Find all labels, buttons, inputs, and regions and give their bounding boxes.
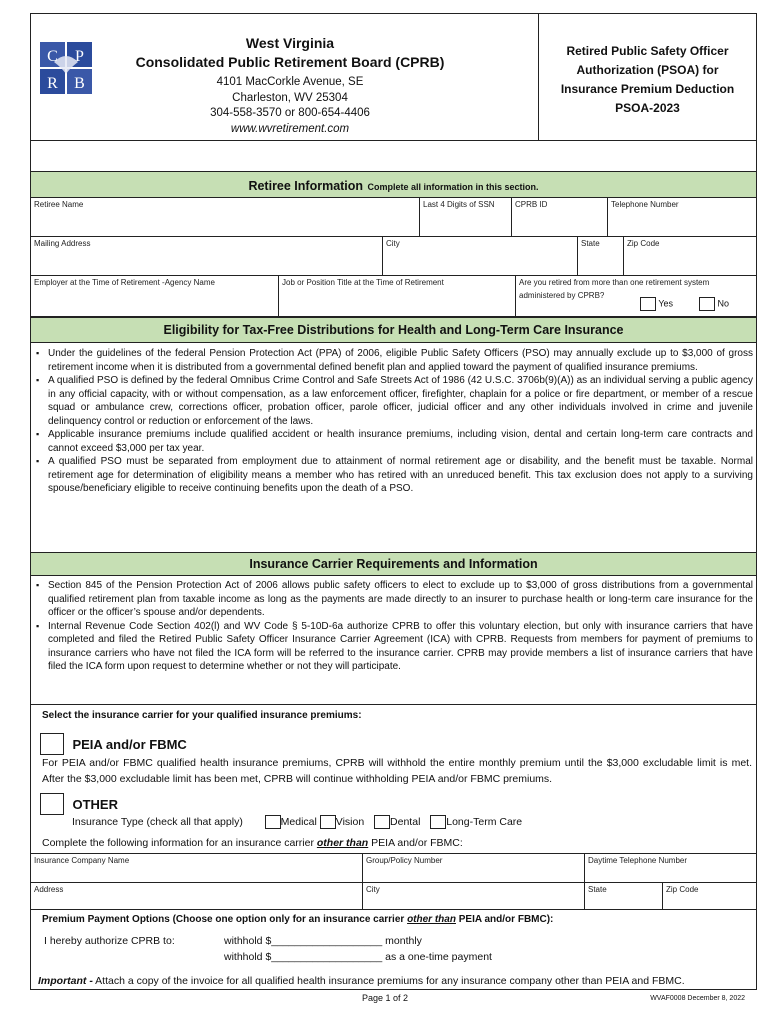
cprb-logo-graphic: [40, 42, 92, 94]
carrier-state-label: State: [588, 885, 607, 894]
retiree-name-label: Retiree Name: [34, 200, 84, 209]
carrier-zip-label: Zip Code: [666, 885, 699, 894]
eligibility-list: [34, 347, 753, 496]
medical-checkbox[interactable]: [265, 815, 281, 829]
header-spacer: [30, 140, 757, 172]
premium-title-emphasis: other than: [407, 914, 456, 925]
multi-system-no-option: [699, 297, 729, 311]
daytime-phone-field[interactable]: [584, 853, 757, 883]
carrier-address-field[interactable]: [30, 882, 363, 910]
form-code: WVAF0008 December 8, 2022: [650, 995, 745, 1002]
header-divider: [538, 13, 539, 141]
org-address-2: Charleston, WV 25304: [232, 91, 348, 104]
dental-checkbox[interactable]: [374, 815, 390, 829]
retiree-telephone-field[interactable]: [607, 197, 757, 237]
retiree-section-title: Retiree Information: [248, 179, 364, 193]
authorize-label: I hereby authorize CPRB to:: [44, 935, 175, 947]
multi-system-yes-label: Yes: [658, 298, 674, 309]
retiree-section-header: [30, 171, 757, 198]
carrier-divider: [30, 704, 757, 705]
eligibility-section-header: [30, 317, 757, 343]
org-block: [100, 34, 480, 137]
important-note: [38, 975, 685, 987]
group-policy-field[interactable]: [362, 853, 585, 883]
logo-letter-p: P: [75, 48, 84, 65]
premium-title-text-end: PEIA and/or FBMC):: [455, 914, 554, 925]
org-website[interactable]: www.wvretirement.com: [230, 122, 350, 135]
multi-system-no-label: No: [717, 298, 730, 309]
eligibility-bullet-2: ▪ A qualified PSO is defined by the federal Omnibus Crime Control and Safe Streets Act of 1986 (42 U.S.C. 3706b(9)(A)) as an individual serving a public agency in any official capacity, with or without compensation, as a law enforcement officer, firefighter, chaplain for a police or fire department, or member of a rescue squad or ambulance crew, corrections officer, probation officer, parole officer, judicial officer and any other individuals involved in crime and juvenile delinquency control or reduction or enforcement of the laws.: [34, 374, 753, 428]
carrier-bullet-2: ▪ Internal Revenue Code Section 402(l) and WV Code § 5-10D-6a authorize CPRB to offer this voluntary election, but only with insurance carriers that have completed and filed the Retired Public Safety Officer Insurance Carrier Agreement (ICA) with CPRB. Requests from members for payment of premiums to insurance carriers who have not filed the ICA form will be referred to the insurance carrier. CPRB may provide members a list of insurance carriers that have filed the ICA form upon request to determine whether or not they will participate.: [34, 620, 753, 674]
carrier-state-field[interactable]: [584, 882, 663, 910]
complete-info-emphasis: other than: [316, 837, 369, 849]
long-term-care-label: Long-Term Care: [446, 815, 523, 828]
carrier-list: [34, 579, 753, 674]
ssn-last4-field[interactable]: [419, 197, 512, 237]
withhold-one-time-option[interactable]: withhold $___________________ as a one-time payment: [224, 951, 492, 963]
multi-system-question-line-1: Are you retired from more than one retirement system: [519, 278, 710, 287]
form-title-code: PSOA-2023: [615, 101, 680, 115]
dental-label: Dental: [390, 815, 421, 828]
medical-label: Medical: [280, 815, 317, 828]
employer-label: Employer at the Time of Retirement -Agency Name: [34, 278, 215, 287]
important-text: Attach a copy of the invoice for all qualified health insurance premiums for any insurance company other than PEIA and FBMC.: [92, 975, 685, 987]
form-title-block: [540, 42, 755, 118]
retiree-name-field[interactable]: [30, 197, 420, 237]
other-option: [40, 793, 118, 815]
insurance-company-label: Insurance Company Name: [34, 856, 130, 865]
retiree-zip-field[interactable]: [623, 236, 757, 276]
complete-info-text: Complete the following information for an insurance carrier: [42, 837, 317, 849]
vision-label: Vision: [335, 815, 365, 828]
carrier-city-field[interactable]: [362, 882, 585, 910]
ssn-last4-label: Last 4 Digits of SSN: [423, 200, 495, 209]
insurance-type-label: Insurance Type (check all that apply): [72, 815, 243, 828]
logo-letter-c: C: [47, 48, 58, 65]
carrier-city-label: City: [366, 885, 380, 894]
carrier-body: [34, 579, 753, 674]
mailing-address-field[interactable]: [30, 236, 383, 276]
carrier-section-header: [30, 552, 757, 576]
retiree-state-field[interactable]: [577, 236, 624, 276]
premium-options-title: [42, 914, 553, 925]
withhold-monthly-option[interactable]: withhold $___________________ monthly: [224, 935, 422, 947]
eligibility-section-title: Eligibility for Tax-Free Distributions for Health and Long-Term Care Insurance: [163, 323, 624, 337]
insurance-type-row: [72, 815, 522, 829]
peia-option: [40, 733, 187, 755]
job-title-field[interactable]: [278, 275, 516, 317]
eligibility-bullet-1: ▪ Under the guidelines of the federal Pension Protection Act (PPA) of 2006, eligible Public Safety Officers (PSO) may annually exclude up to $3,000 of gross retirement income when it is distributed from a governmental defined benefit plan and applied toward the payment of qualified insurance premiums.: [34, 347, 753, 374]
multi-system-yes-option: [640, 297, 673, 311]
org-address-1: 4101 MacCorkle Avenue, SE: [216, 76, 364, 88]
complete-info-text-end: PEIA and/or FBMC:: [368, 837, 463, 849]
group-policy-label: Group/Policy Number: [366, 856, 443, 865]
vision-checkbox[interactable]: [320, 815, 336, 829]
carrier-zip-field[interactable]: [662, 882, 757, 910]
cprb-id-field[interactable]: [511, 197, 608, 237]
org-state: West Virginia: [245, 35, 335, 51]
employer-field[interactable]: [30, 275, 279, 317]
org-phone: 304-558-3570 or 800-654-4406: [210, 107, 370, 119]
page-number: Page 1 of 2: [361, 993, 409, 1003]
retiree-city-label: City: [386, 239, 400, 248]
complete-info-instruction: [42, 837, 463, 849]
org-name: Consolidated Public Retirement Board (CPRB): [135, 54, 445, 70]
multi-system-no-checkbox[interactable]: [699, 297, 715, 311]
multi-system-question-line-2: administered by CPRB?: [519, 291, 605, 300]
multi-system-yes-checkbox[interactable]: [640, 297, 656, 311]
retiree-state-label: State: [581, 239, 600, 248]
daytime-phone-label: Daytime Telephone Number: [588, 856, 688, 865]
select-carrier-label: Select the insurance carrier for your qualified insurance premiums:: [42, 710, 362, 721]
other-checkbox[interactable]: [40, 793, 64, 815]
logo-letter-r: R: [47, 75, 58, 92]
retiree-zip-label: Zip Code: [627, 239, 660, 248]
eligibility-bullet-4: ▪ A qualified PSO must be separated from employment due to attainment of normal retirement age or disability, and the benefit must be taxable. Normal retirement age for determination of eligibility means a member who has retired with an unreduced benefit. This tax exclusion does not apply to a surviving spouse/beneficiary eligible to receive continuing benefits upon the death of a PSO.: [34, 455, 753, 496]
peia-description: For PEIA and/or FBMC qualified health insurance premiums, CPRB will withhold the entire monthly premium until the $3,000 excludable limit is met. After the $3,000 excludable limit has been met, CPRB will continue withholding PEIA and/or FBMC premiums.: [42, 757, 752, 785]
multi-system-question: [515, 275, 757, 317]
form-title-line-2: Authorization (PSOA) for: [576, 63, 719, 77]
form-title-line-3: Insurance Premium Deduction: [560, 82, 735, 96]
other-label: OTHER: [72, 796, 118, 812]
retiree-city-field[interactable]: [382, 236, 578, 276]
form-title-line-1: Retired Public Safety Officer: [566, 44, 729, 58]
retiree-telephone-label: Telephone Number: [611, 200, 679, 209]
important-label: Important -: [38, 975, 93, 987]
peia-checkbox[interactable]: [40, 733, 64, 755]
insurance-company-field[interactable]: [30, 853, 363, 883]
carrier-address-label: Address: [34, 885, 64, 894]
peia-label: PEIA and/or FBMC: [72, 736, 187, 752]
carrier-bullet-1: ▪ Section 845 of the Pension Protection Act of 2006 allows public safety officers to elect to exclude up to $3,000 of gross distributions from a governmental qualified retirement plan from taxable income as long as the payments are made directly to an insurer to purchase health or long-term care insurance for the officer or the officer’s spouse and/or dependents.: [34, 579, 753, 620]
eligibility-body: [34, 347, 753, 496]
long-term-care-checkbox[interactable]: [430, 815, 446, 829]
mailing-address-label: Mailing Address: [34, 239, 91, 248]
cprb-logo: [40, 42, 92, 94]
eligibility-bullet-3: ▪ Applicable insurance premiums include qualified accident or health insurance premiums, including vision, dental and certain long-term care contracts and cannot exceed $3,000 per tax year.: [34, 428, 753, 455]
job-title-label: Job or Position Title at the Time of Retirement: [282, 278, 444, 287]
logo-letter-b: B: [74, 75, 85, 92]
retiree-section-subtitle: Complete all information in this section.: [367, 182, 539, 192]
carrier-section-title: Insurance Carrier Requirements and Information: [249, 557, 538, 571]
cprb-id-label: CPRB ID: [515, 200, 548, 209]
premium-title-text: Premium Payment Options (Choose one option only for an insurance carrier: [42, 914, 408, 925]
